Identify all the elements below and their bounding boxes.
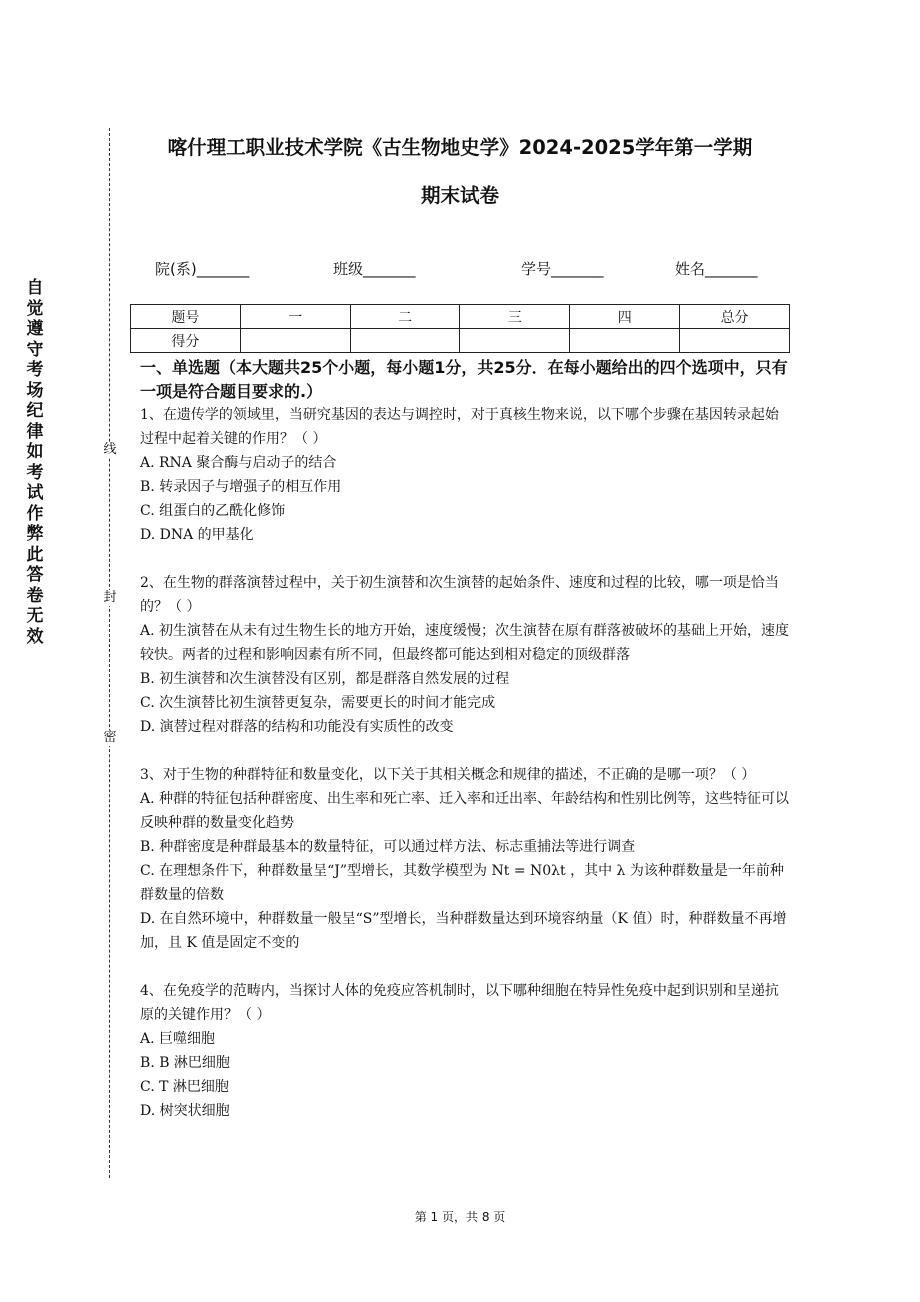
question-option: D. 在自然环境中，种群数量一般呈“S”型增长，当种群数量达到环境容纳量（K 值）时，种群数量不再增加，且 K 值是固定不变的 — [140, 911, 787, 951]
question-option: B. 初生演替和次生演替没有区别，都是群落自然发展的过程 — [140, 671, 510, 687]
question-list — [140, 403, 790, 1147]
question-option: A. 巨噬细胞 — [140, 1031, 216, 1047]
side-note-char: 此 — [26, 544, 44, 565]
side-note-char: 场 — [26, 380, 44, 401]
question-stem: 4、在免疫学的范畴内，当探讨人体的免疫应答机制时，以下哪种细胞在特异性免疫中起到识别和呈递抗原的关键作用？（ ） — [140, 983, 779, 1023]
score-header-cell: 题号 — [131, 305, 241, 329]
side-note-char: 考 — [26, 360, 44, 380]
score-header-cell: 三 — [460, 305, 570, 329]
score-cell — [570, 329, 680, 353]
question-option: D. DNA 的甲基化 — [140, 527, 254, 543]
department-field: 院(系)_______ — [155, 260, 250, 278]
question-option: C. 组蛋白的乙酰化修饰 — [140, 503, 286, 519]
side-note-char: 无 — [26, 606, 44, 626]
binding-cut-line — [109, 128, 110, 1178]
side-note-char: 答 — [26, 565, 44, 585]
side-note-char: 遵 — [26, 319, 44, 339]
student-info-row — [155, 258, 795, 282]
class-field: 班级_______ — [333, 260, 416, 278]
question-option: C. T 淋巴细胞 — [140, 1079, 229, 1095]
score-header-cell: 一 — [240, 305, 350, 329]
student-id-field: 学号_______ — [521, 260, 604, 278]
score-cell — [350, 329, 460, 353]
question-option: D. 树突状细胞 — [140, 1103, 230, 1119]
question-option: C. 次生演替比初生演替更复杂，需要更长的时间才能完成 — [140, 695, 496, 711]
score-header-cell: 二 — [350, 305, 460, 329]
title-line-2: 期末试卷 — [420, 184, 499, 207]
question-option: D. 演替过程对群落的结构和功能没有实质性的改变 — [140, 719, 454, 735]
name-field: 姓名_______ — [675, 260, 758, 278]
score-cell — [240, 329, 350, 353]
side-note-char: 守 — [26, 339, 44, 360]
score-row-label: 得分 — [131, 329, 241, 353]
question-item — [140, 979, 790, 1123]
question-item — [140, 403, 790, 547]
page-title — [130, 124, 790, 220]
question-option: A. 种群的特征包括种群密度、出生率和死亡率、迁入率和迁出率、年龄结构和性别比例等，这些特征可以反映种群的数量变化趋势 — [140, 791, 790, 831]
cut-mark-mi: 密 — [103, 730, 117, 745]
question-option: B. 转录因子与增强子的相互作用 — [140, 479, 342, 495]
side-note-char: 律 — [26, 421, 44, 442]
cut-mark-feng: 封 — [103, 590, 117, 605]
side-note-char: 弊 — [26, 524, 44, 544]
section-title: 一、单选题（本大题共25个小题，每小题1分，共25分．在每小题给出的四个选项中，只有一项是符合题目要求的.） — [140, 358, 788, 401]
score-header-cell: 总分 — [680, 305, 790, 329]
score-header-cell: 四 — [570, 305, 680, 329]
side-note-char: 效 — [26, 626, 44, 647]
score-cell — [460, 329, 570, 353]
question-item — [140, 571, 790, 739]
side-note-char: 如 — [26, 442, 44, 462]
exam-discipline-note — [22, 278, 48, 647]
cut-mark-xian: 线 — [103, 442, 117, 457]
question-item — [140, 763, 790, 955]
question-option: A. RNA 聚合酶与启动子的结合 — [140, 455, 337, 471]
side-note-char: 卷 — [26, 585, 44, 606]
title-line-1: 喀什理工职业技术学院《古生物地史学》2024-2025学年第一学期 — [167, 136, 753, 159]
side-note-char: 觉 — [26, 298, 44, 319]
score-table — [130, 304, 790, 353]
question-stem: 2、在生物的群落演替过程中，关于初生演替和次生演替的起始条件、速度和过程的比较，哪一项是恰当的？（ ） — [140, 575, 779, 615]
question-option: A. 初生演替在从未有过生物生长的地方开始，速度缓慢；次生演替在原有群落被破坏的基础上开始，速度较快。两者的过程和影响因素有所不同，但最终都可能达到相对稳定的顶级群落 — [140, 623, 790, 663]
side-note-char: 作 — [26, 503, 44, 524]
side-note-char: 试 — [26, 483, 44, 503]
side-note-char: 纪 — [26, 401, 44, 421]
question-stem: 1、在遗传学的领域里，当研究基因的表达与调控时，对于真核生物来说，以下哪个步骤在基因转录起始过程中起着关键的作用？（ ） — [140, 407, 779, 447]
score-table-score-row — [131, 329, 790, 353]
question-option: C. 在理想条件下，种群数量呈“J”型增长，其数学模型为 Nt = N0λt ，其中 λ 为该种群数量是一年前种群数量的倍数 — [140, 863, 784, 903]
question-option: B. B 淋巴细胞 — [140, 1055, 230, 1071]
score-table-header-row — [131, 305, 790, 329]
page-number: 第 1 页，共 8 页 — [414, 1210, 506, 1224]
question-option: B. 种群密度是种群最基本的数量特征，可以通过样方法、标志重捕法等进行调查 — [140, 839, 636, 855]
side-note-char: 自 — [26, 278, 44, 298]
question-stem: 3、对于生物的种群特征和数量变化，以下关于其相关概念和规律的描述，不正确的是哪一项？（ ） — [140, 767, 756, 783]
score-cell — [680, 329, 790, 353]
side-note-char: 考 — [26, 462, 44, 483]
